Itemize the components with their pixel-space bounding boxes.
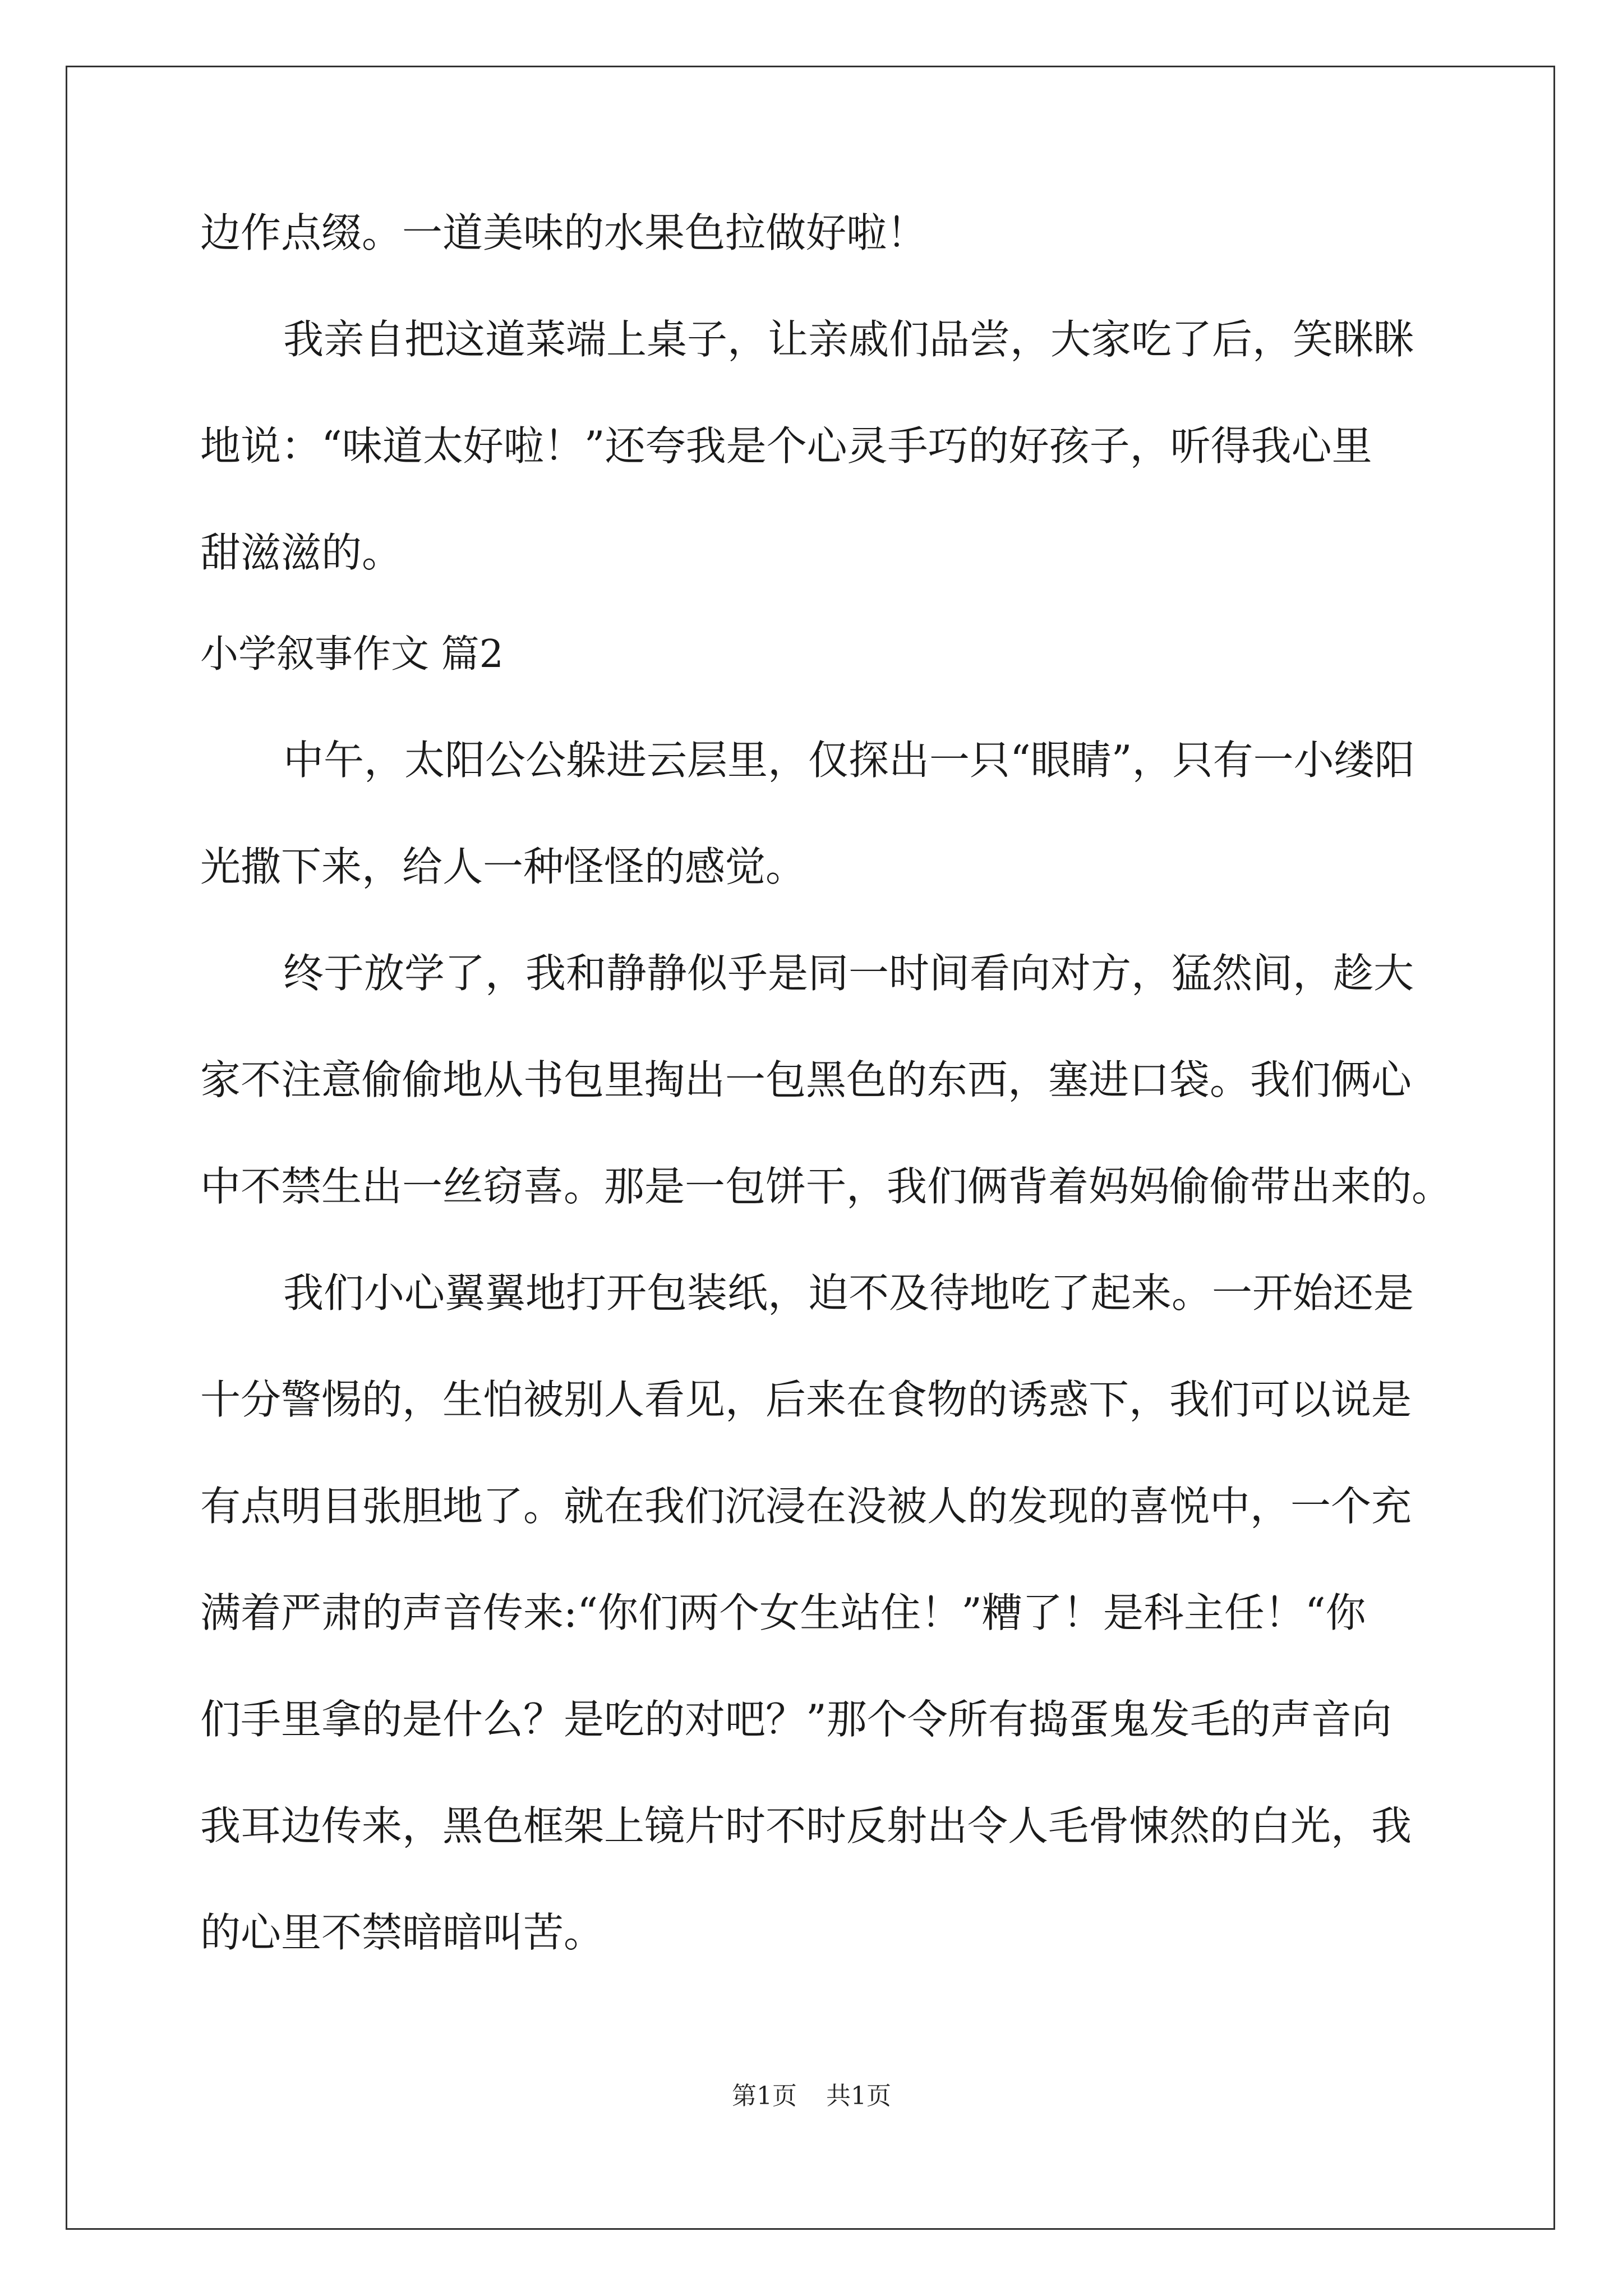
paragraph-line: 终于放学了，我和静静似乎是同一时间看向对方，猛然间，趁大	[283, 950, 1414, 997]
text-line: 家不注意偷偷地从书包里掏出一包黑色的东西，塞进口袋。我们俩心	[200, 1056, 1412, 1103]
text-line: 地说：“味道太好啦！”还夸我是个心灵手巧的好孩子，听得我心里	[200, 422, 1372, 470]
text-line: 有点明目张胆地了。就在我们沉浸在没被人的发现的喜悦中，一个充	[200, 1483, 1412, 1530]
paragraph-line: 中午，太阳公公躲进云层里，仅探出一只“眼睛”，只有一小缕阳	[283, 737, 1415, 784]
text-line: 边作点缀。一道美味的水果色拉做好啦！	[200, 209, 928, 256]
text-line: 甜滋滋的。	[200, 529, 403, 576]
section-heading: 小学叙事作文 篇2	[200, 632, 504, 677]
text-line: 中不禁生出一丝窃喜。那是一包饼干，我们俩背着妈妈偷偷带出来的。	[200, 1163, 1453, 1210]
text-line: 光撒下来，给人一种怪怪的感觉。	[200, 843, 806, 890]
text-line: 满着严肃的声音传来:“你们两个女生站住！”糟了！是科主任！“你	[200, 1589, 1366, 1636]
text-line: 十分警惕的，生怕被别人看见，后来在食物的诱惑下，我们可以说是	[200, 1376, 1412, 1423]
paragraph-line: 我亲自把这道菜端上桌子，让亲戚们品尝，大家吃了后，笑眯眯	[283, 316, 1414, 363]
page-total: 共1页	[826, 2082, 891, 2110]
page-footer	[0, 2076, 1623, 2111]
page-number: 第1页	[732, 2082, 797, 2110]
text-line: 们手里拿的是什么？是吃的对吧？”那个令所有捣蛋鬼发毛的声音向	[200, 1696, 1392, 1743]
paragraph-line: 我们小心翼翼地打开包装纸，迫不及待地吃了起来。一开始还是	[283, 1269, 1414, 1317]
text-line: 的心里不禁暗暗叫苦。	[200, 1909, 605, 1956]
text-line: 我耳边传来，黑色框架上镜片时不时反射出令人毛骨悚然的白光，我	[200, 1802, 1412, 1849]
